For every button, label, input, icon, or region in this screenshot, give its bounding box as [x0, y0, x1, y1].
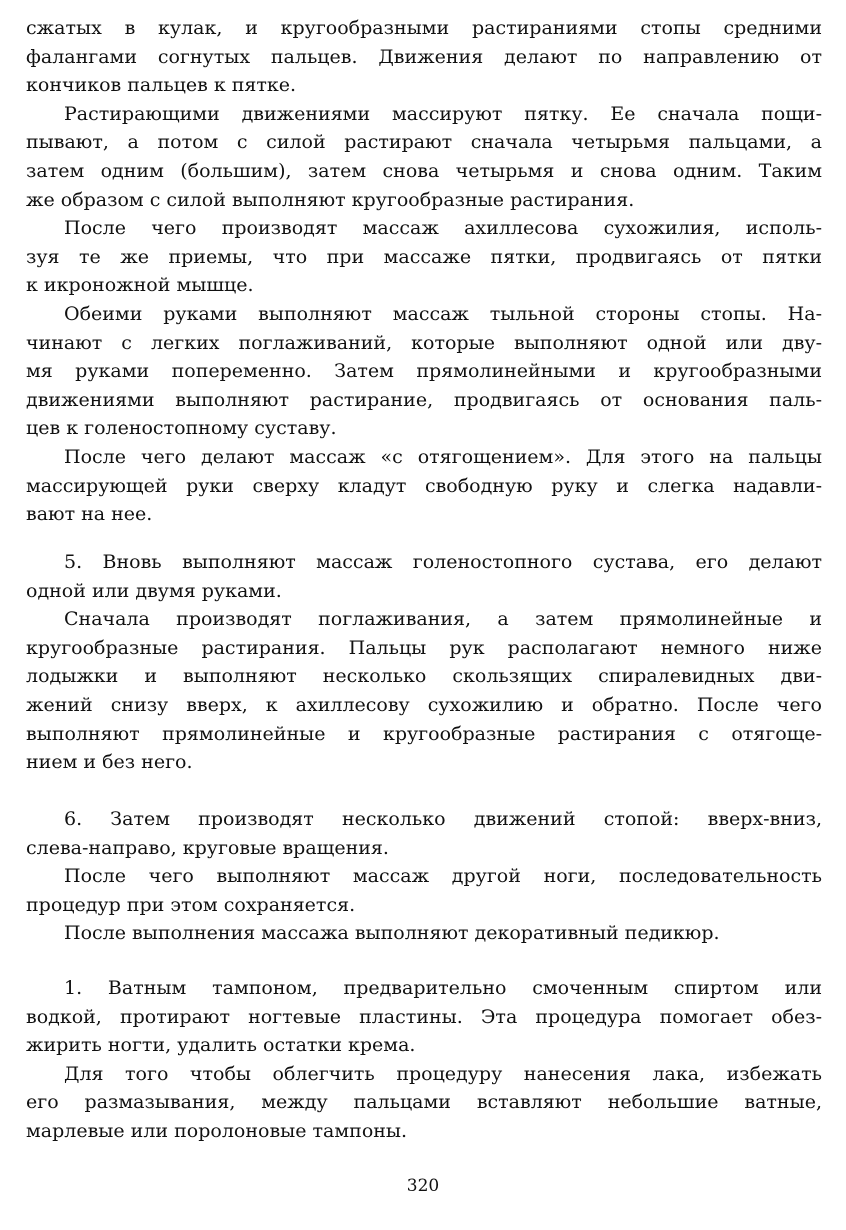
text-line: водкой, протирают ногтевые пластины. Эта процедура помогает обез-	[26, 1005, 822, 1028]
page-number: 320	[406, 1176, 440, 1196]
text-line: зуя те же приемы, что при массаже пятки, продвигаясь от пятки	[26, 245, 822, 268]
text-line: лодыжки и выполняют несколько скользящих спиралевидных дви-	[26, 665, 822, 688]
text-line: движениями выполняют растирание, продвигаясь от основания паль-	[26, 388, 822, 411]
text-line: чинают с легких поглаживаний, которые выполняют одной или дву-	[26, 331, 822, 354]
text-line: вают на нее.	[26, 503, 153, 526]
text-line: После чего делают массаж «с отягощением». Для этого на пальцы	[64, 445, 822, 468]
text-line: выполняют прямолинейные и кругообразные растирания с отягоще-	[26, 722, 822, 745]
text-line: кругообразные растирания. Пальцы рук располагают немного ниже	[26, 636, 822, 659]
text-line: После чего производят массаж ахиллесова сухожилия, исполь-	[64, 217, 822, 240]
text-line: Для того чтобы облегчить процедуру нанесения лака, избежать	[64, 1062, 822, 1085]
text-line: слева-направо, круговые вращения.	[26, 836, 389, 859]
text-line: кончиков пальцев к пятке.	[26, 74, 297, 97]
text-line: фалангами согнутых пальцев. Движения делают по направлению от	[26, 45, 822, 68]
text-line: жирить ногти, удалить остатки крема.	[26, 1034, 416, 1057]
text-line: к икроножной мышце.	[26, 274, 254, 297]
text-section-2	[26, 548, 822, 777]
text-line: жений снизу вверх, к ахиллесову сухожилию и обратно. После чего	[26, 693, 822, 716]
text-line: марлевые или поролоновые тампоны.	[26, 1119, 408, 1142]
text-line: сжатых в кулак, и кругообразными растираниями стопы средними	[26, 17, 822, 39]
text-line: нием и без него.	[26, 751, 193, 774]
text-line: цев к голеностопному суставу.	[26, 417, 337, 440]
text-line: Сначала производят поглаживания, а затем прямолинейные и	[64, 608, 822, 631]
text-line: же образом с силой выполняют кругообразные растирания.	[26, 188, 635, 211]
text-line: После выполнения массажа выполняют декоративный педикюр.	[64, 922, 720, 945]
text-line: 6. Затем производят несколько движений стопой: вверх-вниз,	[64, 808, 822, 830]
text-line: 1. Ватным тампоном, предварительно смоченным спиртом или	[64, 977, 822, 999]
text-line: массирующей руки сверху кладут свободную руку и слегка надавли-	[26, 474, 822, 497]
text-line: его размазывания, между пальцами вставляют небольшие ватные,	[26, 1091, 822, 1114]
text-section-3	[26, 805, 822, 948]
text-line: одной или двумя руками.	[26, 579, 282, 602]
text-line: мя руками попеременно. Затем прямолинейными и кругообразными	[26, 360, 822, 383]
text-line: 5. Вновь выполняют массаж голеностопного сустава, его делают	[64, 551, 822, 573]
text-section-1	[26, 14, 822, 529]
text-line: процедур при этом сохраняется.	[26, 893, 356, 916]
text-line: Обеими руками выполняют массаж тыльной стороны стопы. На-	[64, 302, 822, 325]
text-line: Растирающими движениями массируют пятку. Ее сначала пощи-	[64, 102, 822, 125]
text-line: пывают, а потом с силой растирают сначала четырьмя пальцами, а	[26, 131, 822, 154]
text-section-4	[26, 974, 822, 1146]
text-line: После чего выполняют массаж другой ноги, последовательность	[64, 865, 822, 888]
text-line: затем одним (большим), затем снова четырьмя и снова одним. Таким	[26, 159, 822, 182]
